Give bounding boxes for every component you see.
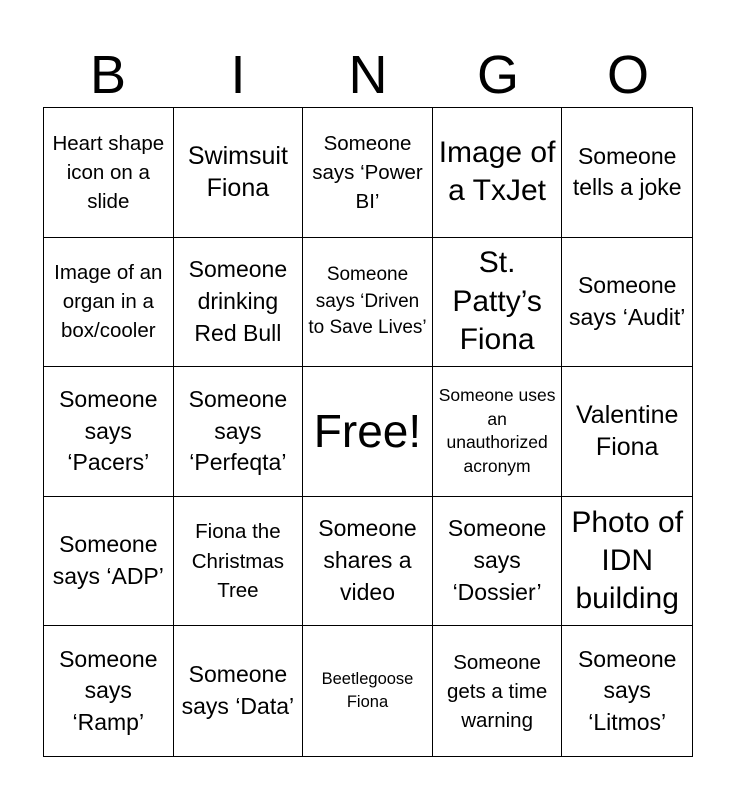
bingo-cell[interactable] xyxy=(44,497,174,627)
bingo-cell[interactable] xyxy=(562,497,692,627)
cell-label: Someone says ‘Litmos’ xyxy=(577,645,677,736)
bingo-cell[interactable] xyxy=(433,238,563,368)
cell-label: Heart shape icon on a slide xyxy=(52,131,165,213)
bingo-cell[interactable] xyxy=(174,238,304,368)
header-letter-g: G xyxy=(476,45,519,105)
cell-label: Someone says ‘ADP’ xyxy=(52,531,164,590)
bingo-cell[interactable] xyxy=(44,367,174,497)
bingo-cell[interactable] xyxy=(562,626,692,756)
cell-label: Someone says ‘Driven to Save Lives’ xyxy=(308,264,427,339)
cell-label: Someone gets a time warning xyxy=(446,650,548,732)
cell-label: Someone says ‘Pacers’ xyxy=(59,385,158,476)
bingo-cell[interactable] xyxy=(433,108,563,238)
bingo-cell[interactable] xyxy=(303,108,433,238)
bingo-cell[interactable] xyxy=(174,367,304,497)
cell-label: Someone says ‘Perfeqta’ xyxy=(188,385,288,476)
header-letter-n: N xyxy=(348,45,388,105)
free-space[interactable] xyxy=(303,367,433,497)
cell-label: St. Patty’s Fiona xyxy=(452,246,542,357)
cell-label: Image of a TxJet xyxy=(438,135,556,208)
cell-label: Swimsuit Fiona xyxy=(187,142,288,203)
bingo-cell[interactable] xyxy=(44,238,174,368)
header-letter-i: I xyxy=(230,45,246,105)
cell-label: Image of an organ in a box/cooler xyxy=(54,261,163,343)
bingo-cell[interactable] xyxy=(44,626,174,756)
cell-label: Someone says ‘Power BI’ xyxy=(312,131,423,213)
cell-label: Someone shares a video xyxy=(318,515,417,605)
cell-label: Valentine Fiona xyxy=(575,401,679,462)
bingo-cell[interactable] xyxy=(44,108,174,238)
cell-label: Someone says ‘Dossier’ xyxy=(447,515,547,605)
cell-label: Beetlegoose Fiona xyxy=(321,670,414,712)
bingo-cell[interactable] xyxy=(303,626,433,756)
cell-label: Photo of IDN building xyxy=(571,505,684,616)
bingo-cell[interactable] xyxy=(174,108,304,238)
header-letter-o: O xyxy=(606,45,649,105)
bingo-cell[interactable] xyxy=(433,367,563,497)
bingo-cell[interactable] xyxy=(303,238,433,368)
cell-label: Someone tells a joke xyxy=(572,142,682,201)
bingo-cell[interactable] xyxy=(174,497,304,627)
free-space-label: Free! xyxy=(313,405,422,458)
cell-label: Someone drinking Red Bull xyxy=(188,256,288,346)
bingo-cell[interactable] xyxy=(433,497,563,627)
cell-label: Someone says ‘Data’ xyxy=(181,661,295,720)
bingo-cell[interactable] xyxy=(562,108,692,238)
header-letter-b: B xyxy=(89,45,127,105)
bingo-cell[interactable] xyxy=(433,626,563,756)
cell-label: Someone says ‘Audit’ xyxy=(569,272,686,330)
bingo-header xyxy=(43,44,693,106)
cell-label: Someone says ‘Ramp’ xyxy=(59,645,158,736)
bingo-board xyxy=(43,107,693,757)
bingo-cell[interactable] xyxy=(174,626,304,756)
cell-label: Someone uses an unauthorized acronym xyxy=(438,384,556,477)
bingo-cell[interactable] xyxy=(562,238,692,368)
cell-label: Fiona the Christmas Tree xyxy=(191,520,285,602)
bingo-cell[interactable] xyxy=(562,367,692,497)
bingo-cell[interactable] xyxy=(303,497,433,627)
